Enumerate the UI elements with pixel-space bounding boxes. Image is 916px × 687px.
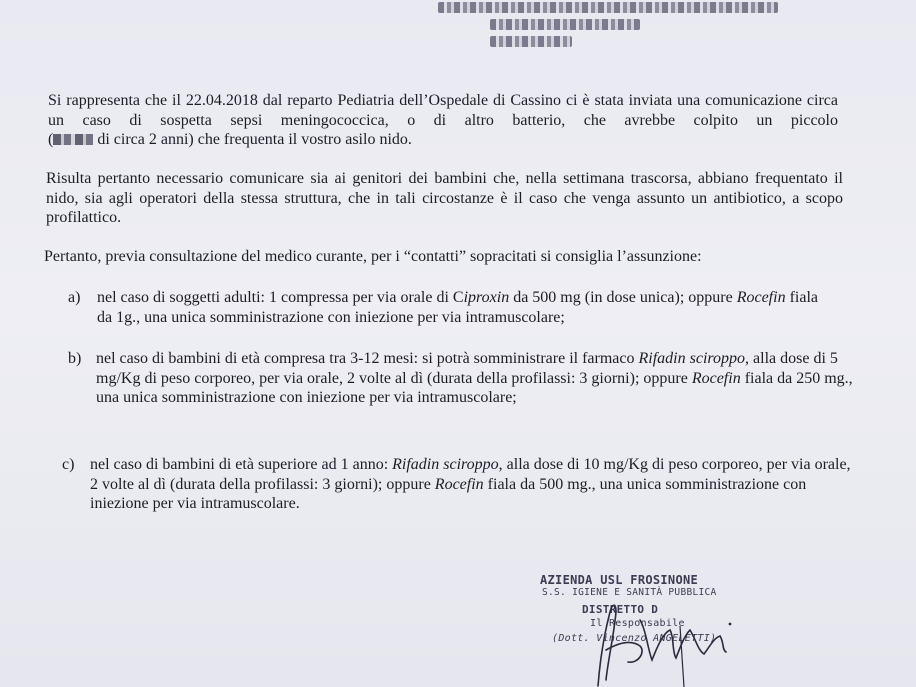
paragraph-intro-tail-open: ( bbox=[48, 131, 54, 148]
paragraph-intro bbox=[48, 91, 838, 130]
stamp-role: Il Responsabile bbox=[590, 618, 685, 629]
signature-dot bbox=[729, 623, 732, 626]
paragraph-necessity-text: Risulta pertanto necessario comunicare sia ai genitori dei bambini che, nella settimana trascorsa, abbiano frequentato il nido, sia agli operatori della stessa struttura, che in tali circostanze è il caso che venga assunto un antibiotico, a scopo profilattico. bbox=[46, 170, 843, 226]
drug-name: iproxin bbox=[463, 289, 510, 306]
paragraph-recommendation-text: Pertanto, previa consultazione del medico curante, per i “contatti” sopracitati si consiglia l’assunzione: bbox=[44, 248, 702, 265]
signature-stroke bbox=[680, 626, 684, 687]
redacted-address-block bbox=[438, 2, 798, 53]
stamp-district: DISTRETTO D bbox=[582, 603, 659, 616]
stamp-department: S.S. IGIENE E SANITÀ PUBBLICA bbox=[542, 587, 717, 598]
list-item-b bbox=[68, 349, 858, 409]
drug-name: Rifadin sciroppo bbox=[638, 350, 746, 367]
drug-name: Rocefin bbox=[434, 475, 484, 493]
paragraph-intro-text: Si rappresenta che il 22.04.2018 dal reparto Pediatria dell’Ospedale di Cassino ci è stata inviata una comunicazione circa un caso di sospetta sepsi meningococcica, o di altro batterio, che avrebbe colpito un piccolo bbox=[48, 92, 838, 129]
list-marker: a) bbox=[68, 289, 81, 306]
drug-name: Rocefin bbox=[691, 369, 741, 387]
list-item-text: nel caso di soggetti adulti: 1 compressa per via orale di Ciproxin da 500 mg (in dose unica); oppure Rocefin fiala da 1g., una unica somministrazione con iniezione per via intramuscolare; bbox=[97, 289, 818, 326]
handwritten-signature bbox=[580, 590, 750, 687]
drug-name: Rifadin sciroppo bbox=[392, 456, 499, 473]
list-item-c bbox=[62, 455, 862, 515]
paragraph-necessity bbox=[46, 169, 843, 228]
drug-name: Rocefin bbox=[736, 289, 786, 306]
list-marker: b) bbox=[68, 350, 82, 367]
list-marker: c) bbox=[62, 456, 75, 473]
paragraph-recommendation bbox=[44, 247, 844, 267]
paragraph-intro-tail bbox=[48, 130, 838, 150]
redacted-line bbox=[490, 36, 572, 47]
redacted-line bbox=[490, 19, 640, 30]
list-item-text: nel caso di bambini di età superiore ad 1 anno: Rifadin sciroppo, alla dose di 10 mg/Kg di peso corporeo, per via orale, 2 volte al dì (durata della profilassi: 3 giorni); oppure Rocefin fiala da 500 mg., una unica somministrazione con iniezione per via intramuscolare. bbox=[90, 456, 851, 512]
redacted-line bbox=[438, 2, 778, 13]
stamp-signatory: (Dott. Vincenzo ANGELETTI) bbox=[552, 633, 717, 644]
list-item-text: nel caso di bambini di età compresa tra 3-12 mesi: si potrà somministrare il farmaco Rifadin sciroppo, alla dose di 5 mg/Kg di peso corporeo, per via orale, 2 volte al dì (durata della profilassi: 3 giorni); oppure Rocefin fiala da 250 mg., una unica somministrazione con iniezione per via intramuscolare; bbox=[96, 350, 853, 406]
redacted-name bbox=[53, 134, 93, 145]
paragraph-intro-tail-text: di circa 2 anni) che frequenta il vostro asilo nido. bbox=[93, 131, 412, 148]
signature-stroke bbox=[598, 605, 726, 686]
stamp-organization: AZIENDA USL FROSINONE bbox=[540, 573, 699, 587]
list-item-a bbox=[68, 288, 848, 328]
